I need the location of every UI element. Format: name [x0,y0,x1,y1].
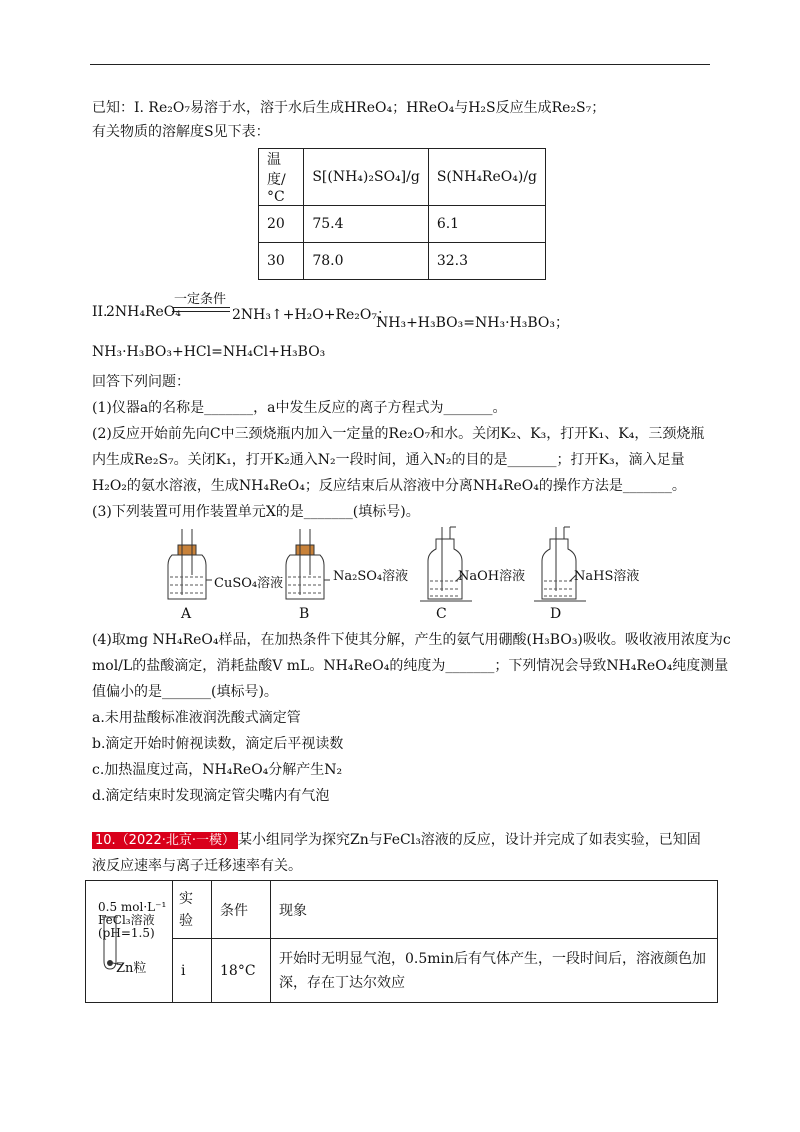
known-line: 已知：Ⅰ. Re₂O₇易溶于水，溶于水后生成HReO₄；HReO₄与H₂S反应生成Re₂S₇； [92,100,606,116]
apparatus-c-letter: C [436,606,447,622]
apparatus-a [168,529,206,599]
table-header: 实验 [173,881,212,939]
question-2-line: (2)反应开始前先向C中三颈烧瓶内加入一定量的Re₂O₇和水。关闭K₂、K₃，打开K₁、K₄，三颈烧瓶 [92,426,705,442]
table-row [259,149,546,206]
eq-prefix: II. [92,304,108,320]
table-header: S(NH₄ReO₄)/g [428,149,545,206]
apparatus-b-label: Na₂SO₄溶液 [333,569,409,584]
option-d: d.滴定结束时发现滴定管尖嘴内有气泡 [92,788,330,804]
figure-solution: FeCl₃溶液 [98,913,155,927]
figure-conc: 0.5 mol·L⁻¹ [98,900,167,914]
question-2-line: 内生成Re₂S₇。关闭K₁，打开K₂通入N₂一段时间，通入N₂的目的是_______；打开K₃，滴入足量 [92,452,685,468]
table-row [86,939,718,1003]
equals-arrow [172,307,230,312]
table-row [259,206,546,243]
table-header: 条件 [212,881,271,939]
apparatus-b [286,529,324,599]
zn-label: Zn粒 [116,961,147,976]
eq-2: NH₃+H₃BO₃=NH₃·H₃BO₃； [376,315,569,331]
table-cell: 32.3 [428,243,545,280]
header-rule [90,64,710,65]
answer-prompt: 回答下列问题： [92,374,190,390]
question-10-text: 某小组同学为探究Zn与FeCl₃溶液的反应，设计并完成了如表实验，已知固 [238,832,701,848]
apparatus-d-letter: D [550,606,562,622]
table-row [259,243,546,280]
question-4-line: mol/L的盐酸滴定，消耗盐酸V mL。NH₄ReO₄的纯度为_______；下列情况会导致NH₄ReO₄纯度测量 [92,658,729,674]
apparatus-a-label: CuSO₄溶液 [214,576,284,591]
question-2-line: H₂O₂的氨水溶液，生成NH₄ReO₄；反应结束后从溶液中分离NH₄ReO₄的操作方法是_______。 [92,478,686,494]
option-a: a.未用盐酸标准液润洗酸式滴定管 [92,710,301,726]
experiment-figure-cell [86,881,173,1003]
table-cell: 6.1 [428,206,545,243]
question-10-badge: 10.（2022·北京·一模） [92,832,238,849]
table-row [86,881,718,939]
table-cell: 18°C [212,939,271,1003]
table-cell: i [173,939,212,1003]
option-c: c.加热温度过高，NH₄ReO₄分解产生N₂ [92,762,343,778]
eq-reactant: 2NH₄ReO₄ [106,304,181,320]
figure-ph: (pH=1.5) [98,926,155,940]
apparatus-b-letter: B [299,606,310,622]
question-4-line: 值偏小的是_______(填标号)。 [92,684,278,700]
apparatus-c-label: NaOH溶液 [458,569,526,584]
solubility-intro: 有关物质的溶解度S见下表： [92,124,270,140]
table-header: S[(NH₄)₂SO₄]/g [304,149,428,206]
table-header: 现象 [271,881,718,939]
eq-3: NH₃·H₃BO₃+HCl=NH₄Cl+H₃BO₃ [92,344,326,360]
option-b: b.滴定开始时俯视读数，滴定后平视读数 [92,736,344,752]
table-cell: 30 [259,243,304,280]
question-1: (1)仪器a的名称是_______，a中发生反应的离子方程式为_______。 [92,400,507,416]
eq-products: 2NH₃↑+H₂O+Re₂O₇； [232,307,391,323]
table-cell: 20 [259,206,304,243]
table-header: 温度/°C [259,149,304,206]
apparatus-a-letter: A [181,606,192,622]
apparatus-d [534,527,586,601]
question-10-line [92,830,701,851]
table-cell: 75.4 [304,206,428,243]
experiment-table [85,880,718,1003]
apparatus-c [420,527,472,601]
solubility-table [258,148,546,280]
question-4-line: (4)取mg NH₄ReO₄样品，在加热条件下使其分解，产生的氨气用硼酸(H₃BO₃)吸收。吸收液用浓度为c [92,632,731,648]
apparatus-d-label: NaHS溶液 [574,569,640,584]
table-cell: 开始时无明显气泡，0.5min后有气体产生，一段时间后，溶液颜色加深，存在丁达尔效应 [271,939,718,1003]
question-10-text2: 液反应速率与离子迁移速率有关。 [92,858,302,874]
question-3: (3)下列装置可用作装置单元X的是_______(填标号)。 [92,504,420,520]
eq-condition: 一定条件 [174,292,227,307]
table-cell: 78.0 [304,243,428,280]
